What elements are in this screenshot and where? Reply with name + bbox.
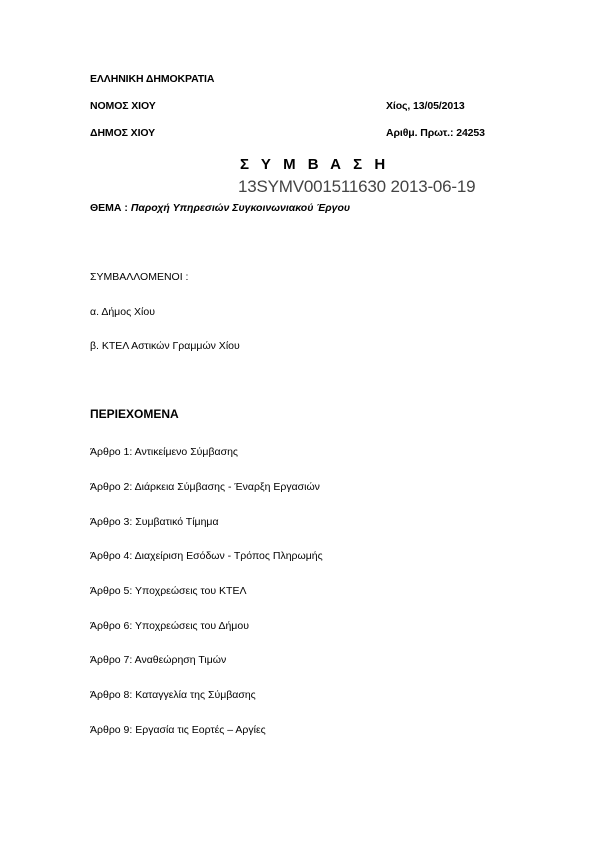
subject-label: ΘΕΜΑ : [90, 202, 128, 214]
article-item: Άρθρο 7: Αναθεώρηση Τιμών [90, 654, 227, 666]
prefecture-heading: ΝΟΜΟΣ ΧΙΟΥ [90, 100, 156, 112]
registry-stamp: 13SYMV001511630 2013-06-19 [238, 177, 476, 196]
article-item: Άρθρο 9: Εργασία τις Εορτές – Αργίες [90, 724, 266, 736]
article-item: Άρθρο 4: Διαχείριση Εσόδων - Τρόπος Πληρωμής [90, 550, 323, 562]
subject-text: Παροχή Υπηρεσιών Συγκοινωνιακού Έργου [130, 202, 351, 214]
republic-heading: ΕΛΛΗΝΙΚΗ ΔΗΜΟΚΡΑΤΙΑ [90, 73, 215, 85]
place-date: Χίος, 13/05/2013 [386, 100, 465, 112]
article-item: Άρθρο 2: Διάρκεια Σύμβασης - Έναρξη Εργασιών [90, 481, 320, 493]
document-title: Σ Υ Μ Β Α Σ Η [240, 156, 390, 173]
parties-heading: ΣΥΜΒΑΛΛΟΜΕΝΟΙ : [90, 271, 189, 283]
protocol-number: Αριθμ. Πρωτ.: 24253 [386, 127, 485, 139]
party-item: β. ΚΤΕΛ Αστικών Γραμμών Χίου [90, 340, 240, 352]
article-item: Άρθρο 3: Συμβατικό Τίμημα [90, 516, 219, 528]
article-item: Άρθρο 6: Υποχρεώσεις του Δήμου [90, 620, 249, 632]
article-item: Άρθρο 8: Καταγγελία της Σύμβασης [90, 689, 256, 701]
article-item: Άρθρο 5: Υποχρεώσεις του ΚΤΕΛ [90, 585, 247, 597]
party-item: α. Δήμος Χίου [90, 306, 155, 318]
municipality-heading: ΔΗΜΟΣ ΧΙΟΥ [90, 127, 156, 139]
article-item: Άρθρο 1: Αντικείμενο Σύμβασης [90, 446, 238, 458]
subject-line [90, 202, 350, 214]
contents-heading: ΠΕΡΙΕΧΟΜΕΝΑ [90, 407, 179, 421]
